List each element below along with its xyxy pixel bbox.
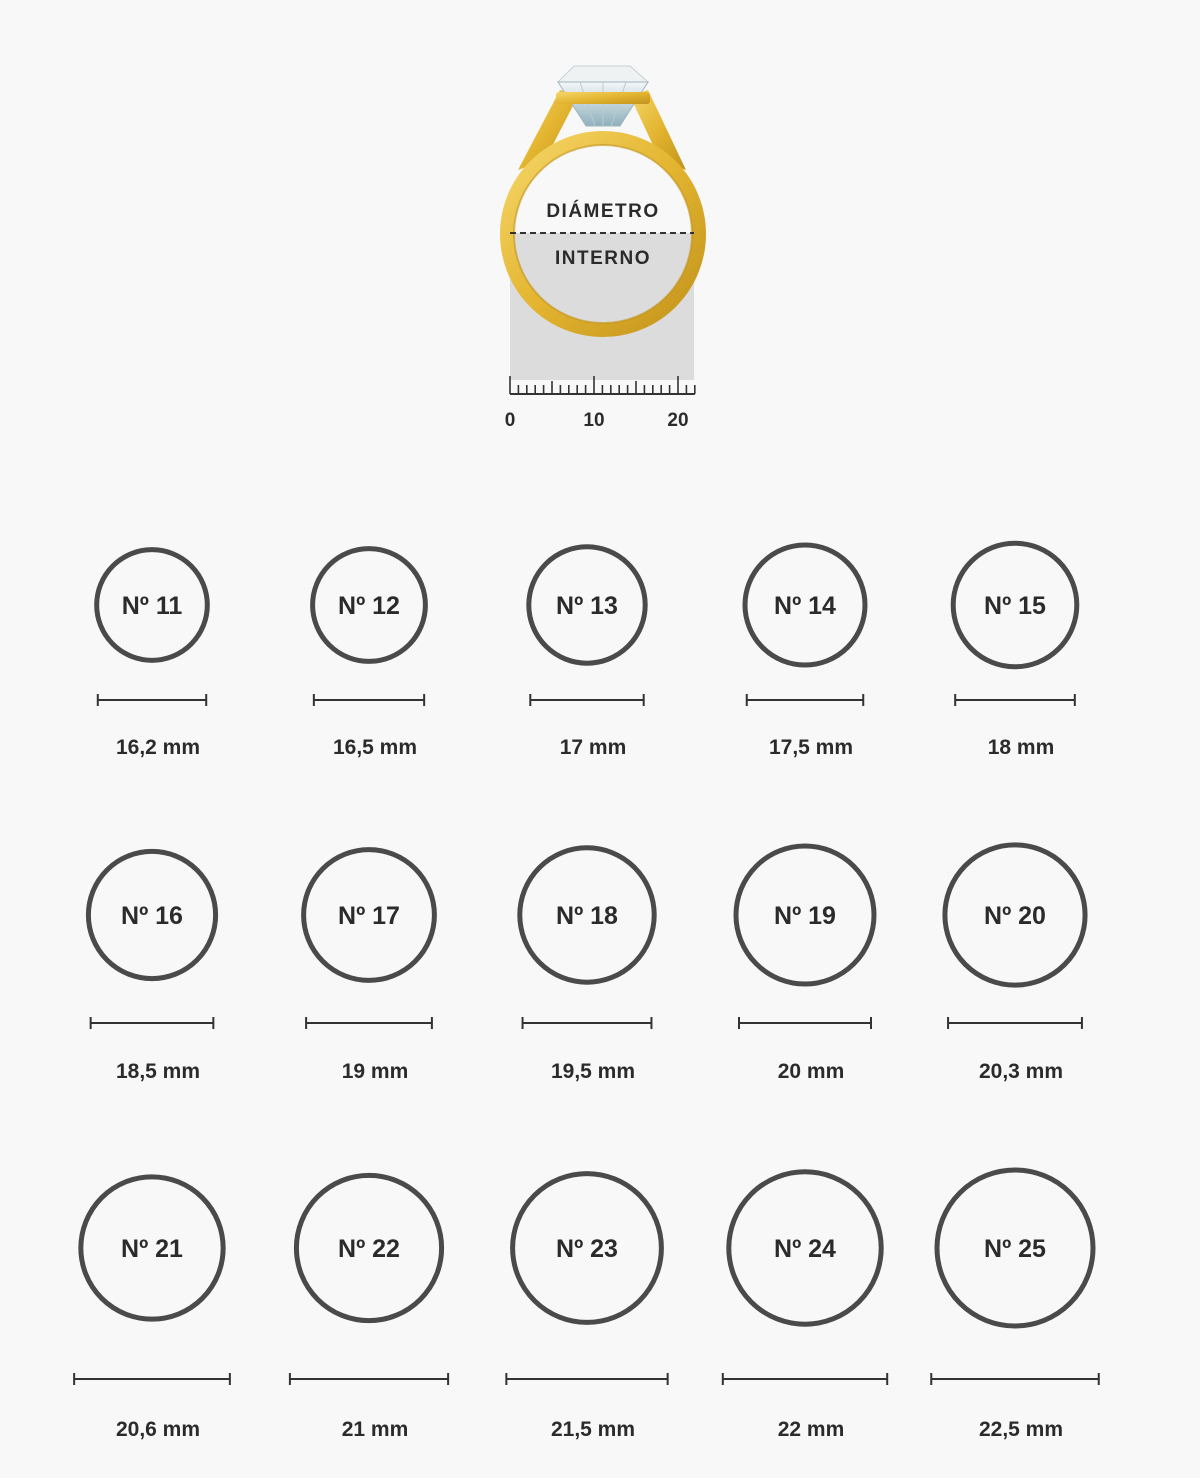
size-mm-label: 16,2 mm [115, 736, 201, 759]
ring-size-item [736, 846, 874, 1083]
ring-size-item [723, 1172, 887, 1441]
ring-size-item [529, 547, 645, 759]
ring-number-label: Nº 12 [338, 592, 400, 620]
ring-number-label: Nº 17 [338, 902, 400, 930]
ring-number-label: Nº 22 [338, 1235, 400, 1263]
ring-size-item [506, 1174, 667, 1441]
ring-number-label: Nº 11 [121, 592, 183, 620]
ring-number-label: Nº 23 [556, 1235, 618, 1263]
ring-size-item [88, 851, 215, 1083]
ring-number-label: Nº 24 [774, 1235, 836, 1263]
size-mm-label: 16,5 mm [332, 736, 418, 759]
size-mm-label: 21 mm [341, 1418, 409, 1441]
ring-number-label: Nº 18 [556, 902, 618, 930]
ring-size-item [304, 850, 435, 1083]
ring-size-item [520, 848, 654, 1083]
ruler-tick-label: 20 [667, 410, 689, 431]
diameter-label: DIÁMETRO [546, 201, 660, 222]
ring-size-item [931, 1170, 1099, 1441]
size-mm-label: 18 mm [987, 736, 1055, 759]
ring-number-label: Nº 25 [984, 1235, 1046, 1263]
internal-label: INTERNO [555, 248, 651, 269]
ring-number-label: Nº 14 [774, 592, 836, 620]
size-mm-label: 18,5 mm [115, 1060, 201, 1083]
ring-number-label: Nº 19 [774, 902, 836, 930]
size-mm-label: 17 mm [559, 736, 627, 759]
size-mm-label: 17,5 mm [768, 736, 854, 759]
ring-size-item [74, 1177, 230, 1441]
size-mm-label: 22 mm [777, 1418, 845, 1441]
ring-size-item [945, 845, 1085, 1083]
size-mm-label: 19 mm [341, 1060, 409, 1083]
ring-size-item [290, 1175, 448, 1441]
ring-size-item [745, 545, 865, 759]
ruler-tick-label: 10 [583, 410, 605, 431]
ring-number-label: Nº 13 [556, 592, 618, 620]
ring-number-label: Nº 20 [984, 902, 1046, 930]
ring-size-item [97, 550, 208, 759]
ruler-tick-label: 0 [504, 410, 516, 431]
size-mm-label: 21,5 mm [550, 1418, 636, 1441]
ring-number-label: Nº 15 [984, 592, 1046, 620]
size-mm-label: 20,3 mm [978, 1060, 1064, 1083]
ring-number-label: Nº 16 [121, 902, 183, 930]
size-mm-label: 20,6 mm [115, 1418, 201, 1441]
ring-size-item [313, 549, 426, 759]
size-mm-label: 19,5 mm [550, 1060, 636, 1083]
size-mm-label: 20 mm [777, 1060, 845, 1083]
ring-number-label: Nº 21 [121, 1235, 183, 1263]
ring-size-item [953, 543, 1077, 759]
size-mm-label: 22,5 mm [978, 1418, 1064, 1441]
